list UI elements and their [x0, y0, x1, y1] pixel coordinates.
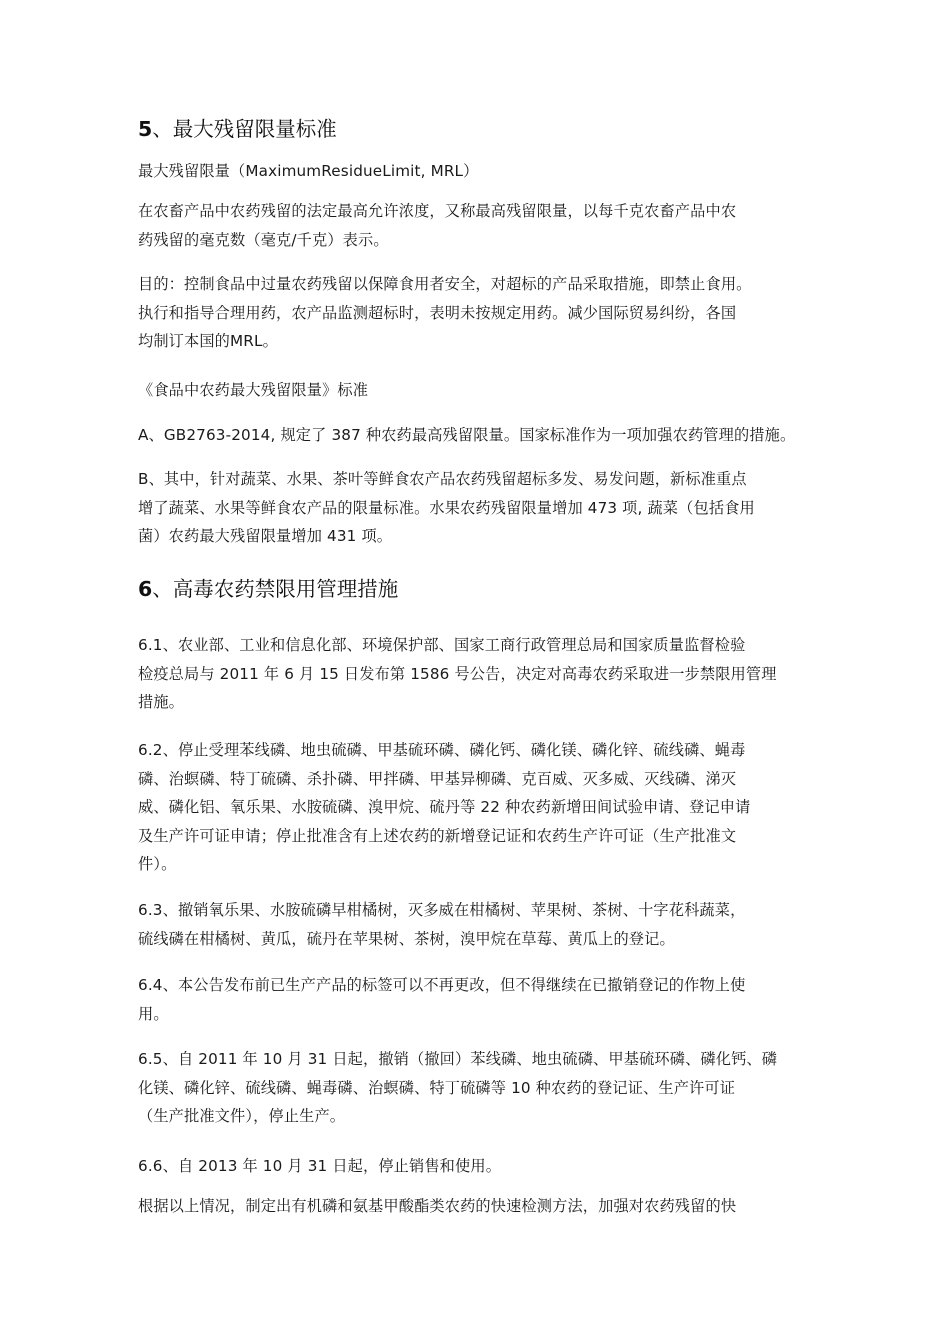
- paragraph-line: 目的：控制食品中过量农药残留以保障食用者安全，对超标的产品采取措施，即禁止食用。: [138, 275, 752, 293]
- paragraph-line: 威、磷化铝、氧乐果、水胺硫磷、溴甲烷、硫丹等 22 种农药新增田间试验申请、登记申请: [138, 798, 751, 816]
- section-6-heading: [138, 574, 828, 604]
- paragraph-line: （生产批准文件），停止生产。: [138, 1107, 346, 1125]
- paragraph-line: 6.5、自 2011 年 10 月 31 日起，撤销（撤回）苯线磷、地虫硫磷、甲基硫环磷、磷化钙、磷: [138, 1050, 778, 1068]
- paragraph-line: 6.2、停止受理苯线磷、地虫硫磷、甲基硫环磷、磷化钙、磷化镁、磷化锌、硫线磷、蝇毒: [138, 741, 746, 759]
- paragraph-line: 6.6、自 2013 年 10 月 31 日起，停止销售和使用。: [138, 1157, 502, 1175]
- paragraph-line: 硫线磷在柑橘树、黄瓜，硫丹在苹果树、茶树，溴甲烷在草莓、黄瓜上的登记。: [138, 929, 675, 948]
- clause-6-4: [138, 971, 828, 1028]
- paragraph-line: 均制订本国的MRL。: [138, 332, 278, 350]
- purpose-paragraph: [138, 270, 828, 356]
- section-6-title: 、高毒农药禁限用管理措施: [152, 577, 399, 601]
- clause-6-5: [138, 1045, 828, 1131]
- paragraph-line: 菌）农药最大残留限量增加 431 项。: [138, 527, 393, 545]
- section-5-number: 5: [138, 117, 153, 141]
- clause-6-3: [138, 896, 828, 953]
- paragraph-line: 药残留的毫克数（毫克/千克）表示。: [138, 230, 389, 249]
- paragraph-line: 措施。: [138, 693, 185, 711]
- section-6-number: 6: [138, 577, 153, 601]
- standard-a-paragraph: [138, 421, 828, 450]
- clause-6-2: [138, 736, 828, 879]
- paragraph-line: 用。: [138, 1004, 169, 1023]
- paragraph-line: 根据以上情况，制定出有机磷和氨基甲酸酯类农药的快速检测方法，加强对农药残留的快: [138, 1197, 737, 1215]
- paragraph-line: B、其中，针对蔬菜、水果、茶叶等鲜食农产品农药残留超标多发、易发问题，新标准重点: [138, 470, 747, 488]
- paragraph-line: 最大残留限量（MaximumResidueLimit, MRL）: [138, 162, 479, 180]
- paragraph-line: 在农畜产品中农药残留的法定最高允许浓度，又称最高残留限量，以每千克农畜产品中农: [138, 202, 737, 220]
- paragraph-line: 《食品中农药最大残留限量》标准: [138, 381, 369, 399]
- paragraph-line: A、GB2763-2014, 规定了 387 种农药最高残留限量。国家标准作为一项加强农药管理的措施。: [138, 426, 796, 444]
- mrl-definition-paragraph: [138, 197, 828, 254]
- clause-6-6: [138, 1152, 828, 1181]
- paragraph-line: 件）。: [138, 855, 177, 873]
- paragraph-line: 6.1、农业部、工业和信息化部、环境保护部、国家工商行政管理总局和国家质量监督检验: [138, 636, 746, 654]
- paragraph-line: 及生产许可证申请；停止批准含有上述农药的新增登记证和农药生产许可证（生产批准文: [138, 826, 737, 845]
- mrl-definition-title: [138, 157, 828, 186]
- section-5-heading: [138, 114, 828, 144]
- clause-6-1: [138, 631, 828, 717]
- paragraph-line: 增了蔬菜、水果等鲜食农产品的限量标准。水果农药残留限量增加 473 项, 蔬菜（包括食用: [138, 498, 755, 517]
- standard-title-paragraph: [138, 376, 828, 405]
- section-5-title: 、最大残留限量标准: [152, 117, 337, 141]
- standard-b-paragraph: [138, 465, 828, 551]
- paragraph-line: 检疫总局与 2011 年 6 月 15 日发布第 1586 号公告，决定对高毒农药采取进一步禁限用管理: [138, 664, 777, 683]
- paragraph-line: 6.3、撤销氧乐果、水胺硫磷早柑橘树，灭多威在柑橘树、苹果树、茶树、十字花科蔬菜，: [138, 901, 746, 919]
- paragraph-line: 磷、治螟磷、特丁硫磷、杀扑磷、甲拌磷、甲基异柳磷、克百威、灭多威、灭线磷、涕灭: [138, 769, 737, 788]
- paragraph-line: 6.4、本公告发布前已生产产品的标签可以不再更改，但不得继续在已撤销登记的作物上使: [138, 976, 746, 994]
- conclusion-paragraph: [138, 1192, 828, 1221]
- paragraph-line: 化镁、磷化锌、硫线磷、蝇毒磷、治螟磷、特丁硫磷等 10 种农药的登记证、生产许可证: [138, 1078, 736, 1097]
- paragraph-line: 执行和指导合理用药，农产品监测超标时，表明未按规定用药。减少国际贸易纠纷，各国: [138, 303, 737, 322]
